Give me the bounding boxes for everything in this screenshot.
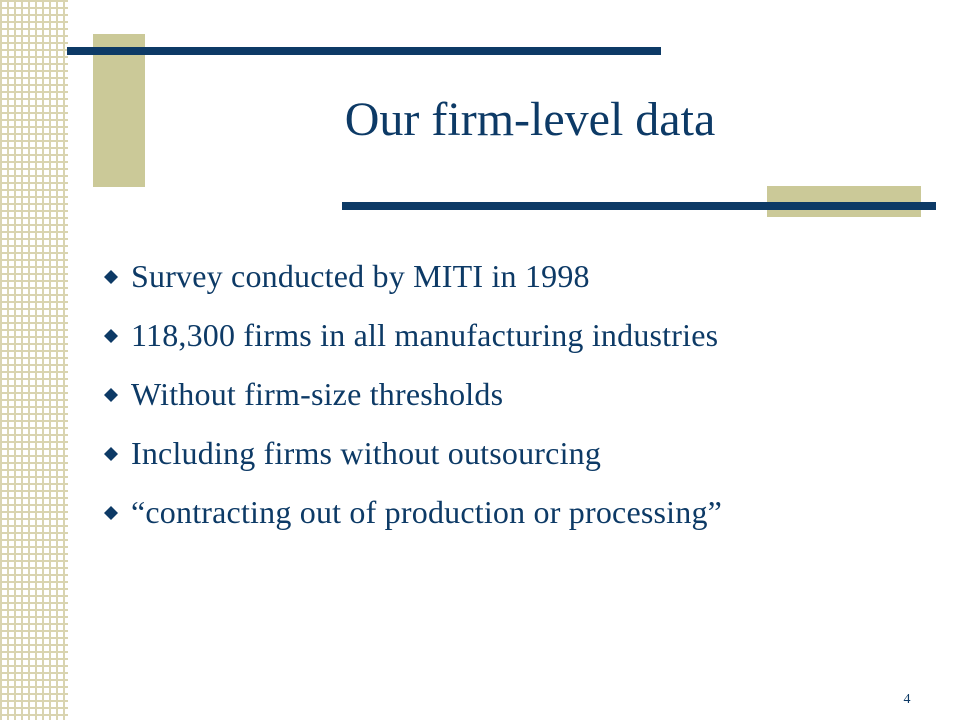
diamond-bullet-icon (103, 505, 119, 521)
diamond-bullet-icon (103, 328, 119, 344)
diamond-bullet-icon (103, 387, 119, 403)
bullet-text: Survey conducted by MITI in 1998 (131, 258, 590, 294)
bullet-item (103, 365, 722, 424)
bullet-item (103, 247, 722, 306)
bullet-item (103, 424, 722, 483)
slide-title: Our firm-level data (344, 93, 716, 146)
diamond-bullet-icon (103, 269, 119, 285)
bullet-text: Without firm-size thresholds (131, 376, 504, 412)
bullet-text: Including firms without outsourcing (131, 435, 602, 471)
bullet-list (103, 247, 722, 542)
diamond-bullet-icon (103, 446, 119, 462)
bullet-item (103, 306, 722, 365)
bullet-item (103, 483, 722, 542)
bullet-text: “contracting out of production or processing” (131, 494, 723, 530)
bullet-text: 118,300 firms in all manufacturing industries (131, 317, 719, 353)
page-number: 4 (903, 692, 911, 707)
